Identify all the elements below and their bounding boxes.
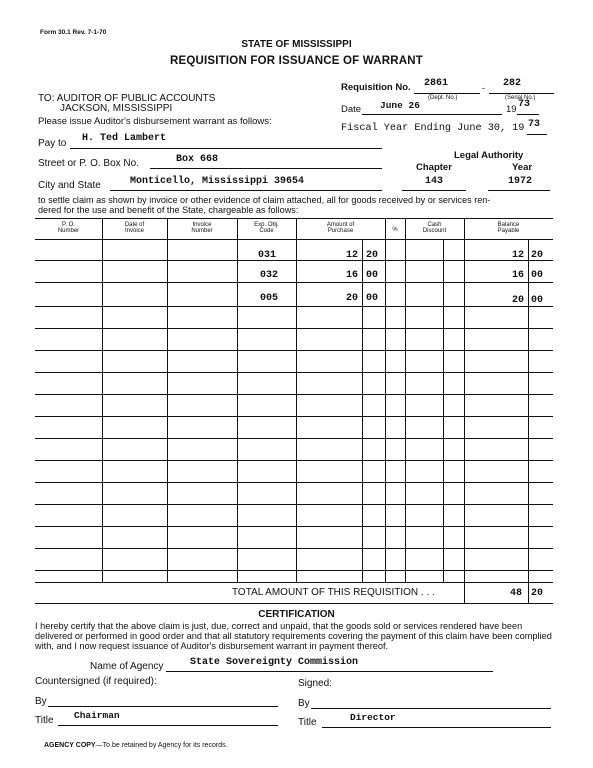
col-divider [296,218,297,582]
countersigned-title-line [58,725,278,726]
table-row-rule [35,328,553,329]
total-label: TOTAL AMOUNT OF THIS REQUISITION . . . [232,587,435,598]
total-dollars: 48 [510,588,523,599]
exp-obj-code-cell: 032 [260,270,279,281]
date-line [362,114,502,115]
col-header-invoice-number: Invoice Number [191,222,213,235]
table-row-rule [35,460,553,461]
col-divider [237,218,238,582]
form-state-title: STATE OF MISSISSIPPI [241,39,352,50]
fiscal-year-line [527,134,547,135]
col-divider [167,218,168,582]
col-divider [385,218,386,582]
countersigned-label: Countersigned (if required): [35,676,157,687]
date-year-line [517,114,539,115]
date-label: Date [341,104,362,115]
fiscal-year-value: 73 [528,119,541,130]
signed-title-value: Director [350,712,396,723]
instruction-text: Please issue Auditor's disbursement warrant as follows: [38,116,272,127]
table-row-rule [35,282,553,283]
col-header-cash-discount: Cash Discount [422,222,447,235]
col-header-amount-of-purchase: Amount of Purchase [326,222,355,235]
settle-text-line-2: dered for the use and benefit of the State, chargeable as follows: [38,205,299,215]
agency-label: Name of Agency [90,661,164,672]
date-year-value: 73 [518,99,531,110]
total-row-bottom-border [35,603,553,604]
agency-copy-text: —To be retained by Agency for its records. [95,742,228,749]
pay-to-line [70,148,382,149]
form-main-title: REQUISITION FOR ISSUANCE OF WARRANT [170,55,423,67]
city-line [110,190,382,191]
exp-obj-code-cell: 031 [258,250,277,261]
agency-copy-label: AGENCY COPY [44,742,96,749]
balance-dollars-cell: 12 [512,250,525,261]
amount-dollars-cell: 16 [346,270,359,281]
requisition-dash: - [482,83,485,93]
table-row-rule [35,482,553,483]
col-divider [464,218,465,603]
certification-title: CERTIFICATION [258,609,335,620]
dept-no-line [414,93,480,94]
legal-year-value: 1972 [508,176,533,187]
col-divider [405,218,406,582]
date-value: June 26 [380,100,420,111]
cents-divider [443,240,444,582]
pay-to-value: H. Ted Lambert [82,133,167,144]
certification-text: I hereby certify that the above claim is just, due, correct and unpaid, that the goods sold or services rendered have been delivered or performed in good order and that all statutory requirements covering the payment of this claim have been complied with, and I now request issuance of Auditor's disbursement warrant in payment thereof. [35,621,552,651]
countersigned-by-line [48,706,278,707]
col-header-po-number: P. O. Number [57,222,80,235]
amount-dollars-cell: 20 [346,293,359,304]
city-value: Monticello, Mississippi 39654 [130,176,305,187]
table-row-rule [35,260,553,261]
countersigned-title-label: Title [35,715,54,726]
city-label: City and State [38,180,101,191]
signed-by-line [311,708,551,709]
street-line [150,168,382,169]
chapter-value: 143 [425,176,444,187]
legal-authority-label: Legal Authority [454,150,524,161]
table-row-rule [35,372,553,373]
serial-no-value: 282 [503,78,522,89]
balance-cents-cell: 20 [531,250,544,261]
table-row-rule [35,570,553,571]
year-line [488,190,550,191]
chapter-label: Chapter [416,162,452,173]
signed-label: Signed: [298,678,332,689]
agency-line [166,671,493,672]
table-top-border [35,218,553,219]
col-header-exp-obj-code: Exp. Obj. Code [254,222,279,235]
balance-cents-cell: 00 [531,295,544,306]
col-header-percent: % [392,227,398,233]
col-divider [102,218,103,582]
settle-text-line-1: to settle claim as shown by invoice or other evidence of claim attached, all for goods received by or services ren- [38,195,491,205]
balance-dollars-cell: 16 [512,270,525,281]
serial-no-label: (Serial No.) [505,95,536,101]
table-bottom-border [35,582,553,583]
serial-no-line [489,93,554,94]
signed-title-label: Title [298,717,317,728]
addressee-line-1: TO: AUDITOR OF PUBLIC ACCOUNTS [38,93,216,104]
table-row-rule [35,438,553,439]
chapter-line [402,190,466,191]
street-label: Street or P. O. Box No. [38,158,139,169]
street-value: Box 668 [176,154,219,165]
col-header-date-of-invoice: Date of Invoice [124,222,145,235]
addressee-line-2: JACKSON, MISSISSIPPI [60,103,173,114]
table-row-rule [35,504,553,505]
agency-copy-footer [44,742,228,749]
table-row-rule [35,416,553,417]
amount-cents-cell: 20 [366,250,379,261]
table-row-rule [35,350,553,351]
signed-by-label: By [298,698,310,709]
cents-divider [362,240,363,582]
amount-cents-cell: 00 [366,293,379,304]
countersigned-title-value: Chairman [74,710,120,721]
amount-dollars-cell: 12 [346,250,359,261]
dept-no-value: 2861 [424,78,449,89]
year-label: Year [512,162,533,173]
dept-no-label: (Dept. No.) [428,95,458,101]
balance-cents-cell: 00 [531,270,544,281]
table-row-rule [35,548,553,549]
total-cents: 20 [531,588,544,599]
table-row-rule [35,306,553,307]
signed-title-line [322,727,551,728]
agency-value: State Sovereignty Commission [190,657,359,668]
table-header-border [35,239,553,240]
form-number: Form 30.1 Rev. 7-1-70 [40,29,107,36]
exp-obj-code-cell: 005 [260,293,279,304]
amount-cents-cell: 00 [366,270,379,281]
table-row-rule [35,526,553,527]
countersigned-by-label: By [35,696,47,707]
fiscal-year-label: Fiscal Year Ending June 30, 19 [341,123,525,134]
balance-dollars-cell: 20 [512,295,525,306]
date-year-prefix: 19 [506,104,517,115]
table-row-rule [35,394,553,395]
requisition-label: Requisition No. [341,82,411,93]
col-header-balance-payable: Balance Payable [497,222,520,235]
pay-to-label: Pay to [38,138,67,149]
